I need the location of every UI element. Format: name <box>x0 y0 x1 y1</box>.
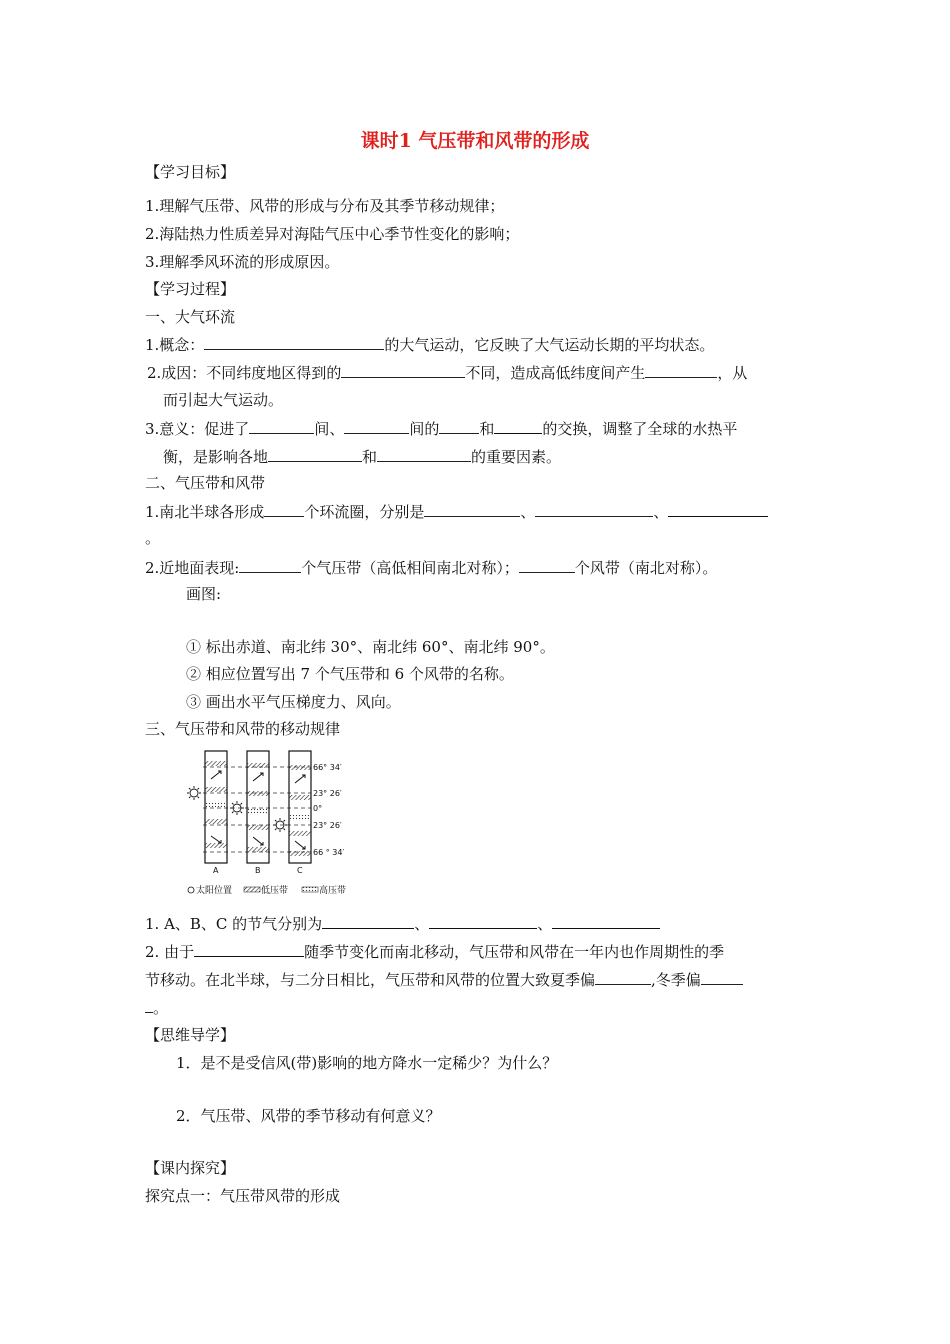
fill-blank[interactable] <box>249 418 314 434</box>
draw-label: 画图: <box>186 585 222 603</box>
q-text: 随季节变化而南北移动，气压带和风带在一年内也作周期性的季 <box>304 943 725 961</box>
surface-text: 个风带（南北对称）。 <box>574 559 718 577</box>
legend-sun: 太阳位置 <box>196 886 233 896</box>
fill-blank[interactable] <box>645 362 717 378</box>
shift-question-3 <box>145 997 168 1018</box>
lat-label: 23° 26′ <box>313 821 342 830</box>
fill-blank[interactable] <box>595 969 651 985</box>
fill-blank[interactable] <box>204 334 384 350</box>
cause-line <box>147 362 747 383</box>
objectives-heading: 【学习目标】 <box>145 163 236 181</box>
belt-shift-diagram <box>185 745 370 905</box>
cells-text: 、 <box>653 503 669 521</box>
page-title: 课时1 气压带和风带的形成 <box>360 130 590 152</box>
concept-label: 1.概念： <box>145 336 205 354</box>
legend-high: 高压带 <box>319 886 347 896</box>
draw-step-1: ① 标出赤道、南北纬 30°、南北纬 60°、南北纬 90°。 <box>186 638 555 656</box>
draw-step-3: ③ 画出水平气压梯度力、风向。 <box>186 693 401 711</box>
process-heading: 【学习过程】 <box>145 280 236 298</box>
q-text: 1. A、B、C 的节气分别为 <box>145 915 323 933</box>
meaning-text: 3.意义：促进了 <box>145 420 250 438</box>
q-text: 节移动。在北半球，与二分日相比，气压带和风带的位置大致夏季偏 <box>145 971 596 989</box>
fill-blank[interactable] <box>341 362 465 378</box>
inquiry-heading: 【课内探究】 <box>145 1159 236 1177</box>
lat-label: 0° <box>313 804 323 813</box>
q-text: 。 <box>153 999 169 1017</box>
thinking-heading: 【思维导学】 <box>145 1026 236 1044</box>
fill-blank[interactable] <box>429 913 537 929</box>
meaning-line-2 <box>163 446 561 467</box>
meaning-text: 衡，是影响各地 <box>163 448 269 466</box>
cause-text: 2.成因：不同纬度地区得到的 <box>147 364 342 382</box>
fill-blank[interactable] <box>322 913 414 929</box>
objective-1: 1.理解气压带、风带的形成与分布及其季节移动规律； <box>145 197 505 215</box>
meaning-text: 的重要因素。 <box>471 448 562 466</box>
inquiry-point1: 探究点一：气压带风带的形成 <box>145 1187 341 1205</box>
terms-question <box>145 913 660 934</box>
column-label: C <box>297 866 303 875</box>
concept-text: 的大气运动，它反映了大气运动长期的平均状态。 <box>384 336 715 354</box>
cells-text: 、 <box>520 503 536 521</box>
meaning-text: 和 <box>362 448 378 466</box>
cells-text: 个环流圈，分别是 <box>304 503 425 521</box>
fill-blank[interactable] <box>535 501 653 517</box>
objective-2: 2.海陆热力性质差异对海陆气压中心季节性变化的影响； <box>145 225 520 243</box>
fill-blank[interactable] <box>145 997 153 1013</box>
q-text: 、 <box>537 915 553 933</box>
meaning-line <box>145 418 737 439</box>
draw-step-2: ② 相应位置写出 7 个气压带和 6 个风带的名称。 <box>186 665 514 683</box>
meaning-text: 间的 <box>409 420 440 438</box>
lat-label: 66 ° 34′ <box>313 848 345 857</box>
objective-3: 3.理解季风环流的形成原因。 <box>145 253 340 271</box>
column-A <box>205 751 227 863</box>
legend-low: 低压带 <box>261 886 289 896</box>
thinking-q2: 2．气压带、风带的季节移动有何意义？ <box>176 1107 441 1125</box>
concept-line <box>145 334 714 355</box>
column-label: B <box>255 866 261 875</box>
meaning-text: 间、 <box>314 420 345 438</box>
cause-line-2: 而引起大气运动。 <box>163 391 284 409</box>
thinking-q1: 1．是不是受信风(带)影响的地方降水一定稀少？为什么？ <box>176 1054 558 1072</box>
fill-blank[interactable] <box>439 418 479 434</box>
fill-blank[interactable] <box>668 501 768 517</box>
fill-blank[interactable] <box>268 446 362 462</box>
fill-blank[interactable] <box>344 418 409 434</box>
q-text: 、 <box>414 915 430 933</box>
fill-blank[interactable] <box>701 969 743 985</box>
cause-text: 不同，造成高低纬度间产生 <box>465 364 646 382</box>
q-text: ,冬季偏 <box>651 971 701 989</box>
surface-line <box>145 557 717 578</box>
meaning-text: 和 <box>479 420 495 438</box>
fill-blank[interactable] <box>552 913 660 929</box>
fill-blank[interactable] <box>519 557 575 573</box>
lat-label: 66° 34′ <box>313 763 342 772</box>
meaning-text: 的交换，调整了全球的水热平 <box>542 420 738 438</box>
cells-end: 。 <box>145 529 161 547</box>
shift-question-2 <box>145 969 743 990</box>
legend <box>188 884 346 896</box>
lat-label: 23° 26′ <box>313 789 342 798</box>
fill-blank[interactable] <box>239 557 301 573</box>
fill-blank[interactable] <box>494 418 542 434</box>
part1-heading: 一、大气环流 <box>145 308 236 326</box>
surface-text: 个气压带（高低相间南北对称）； <box>301 559 519 577</box>
cells-text: 1.南北半球各形成 <box>145 503 265 521</box>
fill-blank[interactable] <box>194 941 304 957</box>
fill-blank[interactable] <box>424 501 520 517</box>
part2-heading: 二、气压带和风带 <box>145 474 266 492</box>
column-label: A <box>213 866 219 875</box>
column-C <box>289 751 311 863</box>
shift-question <box>145 941 724 962</box>
column-B <box>247 751 269 863</box>
q-text: 2. 由于 <box>145 943 195 961</box>
fill-blank[interactable] <box>264 501 304 517</box>
sun-icon <box>187 786 287 832</box>
surface-text: 2.近地面表现: <box>145 559 240 577</box>
part3-heading: 三、气压带和风带的移动规律 <box>145 720 341 738</box>
fill-blank[interactable] <box>377 446 471 462</box>
cause-text: ，从 <box>717 364 748 382</box>
cells-line <box>145 501 768 522</box>
